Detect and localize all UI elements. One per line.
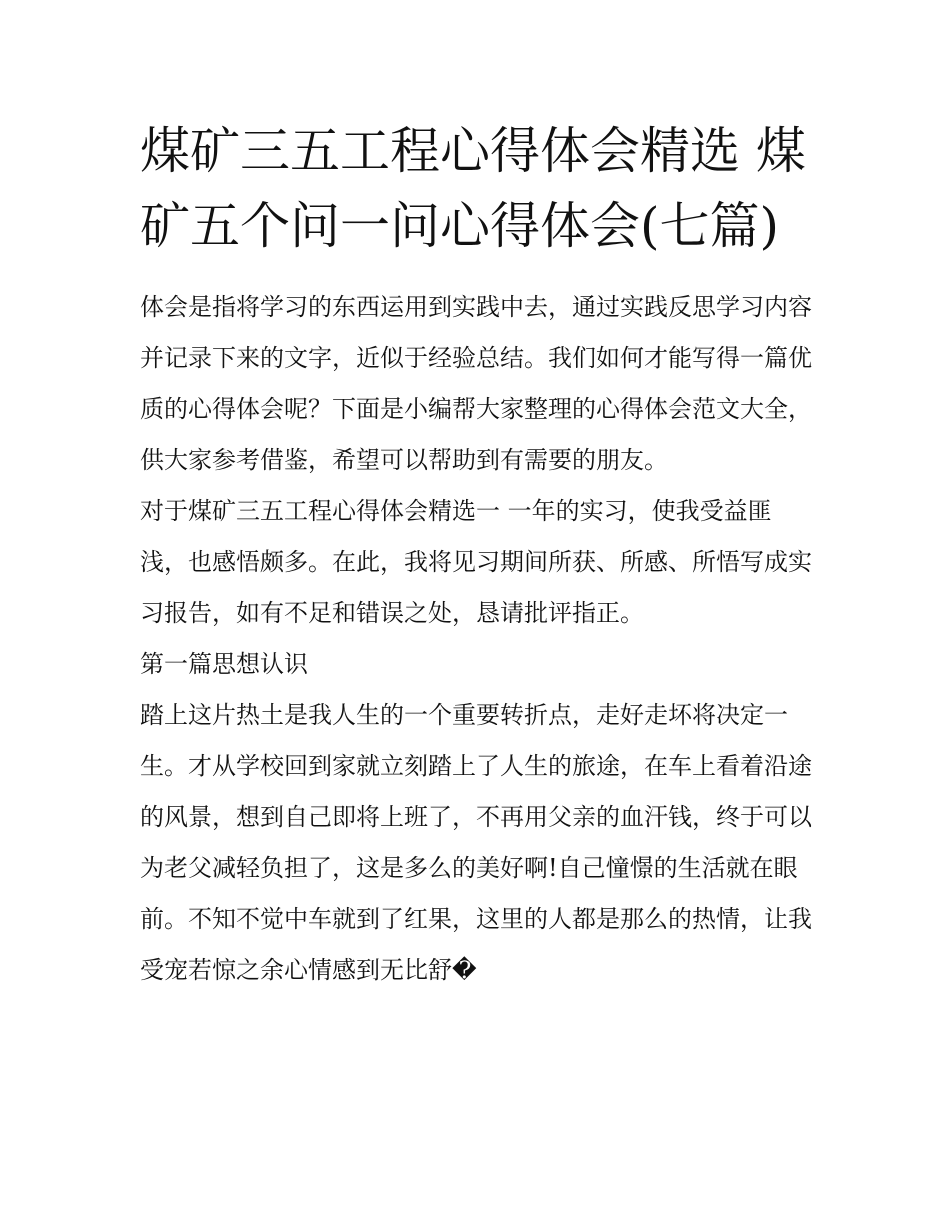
body-paragraph: 踏上这片热土是我人生的一个重要转折点，走好走坏将决定一生。才从学校回到家就立刻踏上了人生的旅途，在车上看着沿途的风景，想到自己即将上班了，不再用父亲的血汗钱，终于可以为老父减轻负担了，这是多么的美好啊!自己憧憬的生活就在眼前。不知不觉中车就到了红果，这里的人都是那么的热情，让我受宠若惊之余心情感到无比舒� [140, 701, 812, 984]
document-title: 煤矿三五工程心得体会精选 煤矿五个问一问心得体会(七篇) [140, 122, 806, 255]
intro-paragraph: 体会是指将学习的东西运用到实践中去，通过实践反思学习内容并记录下来的文字，近似于经验总结。我们如何才能写得一篇优质的心得体会呢？下面是小编帮大家整理的心得体会范文大全，供大家参考借鉴，希望可以帮助到有需要的朋友。 [140, 293, 812, 474]
chapter-heading: 第一篇思想认识 [140, 650, 308, 678]
section-one-paragraph: 对于煤矿三五工程心得体会精选一 一年的实习，使我受益匪浅，也感悟颇多。在此，我将见习期间所获、所感、所悟写成实习报告，如有不足和错误之处，恳请批评指正。 [140, 497, 812, 627]
document-body [140, 282, 812, 996]
